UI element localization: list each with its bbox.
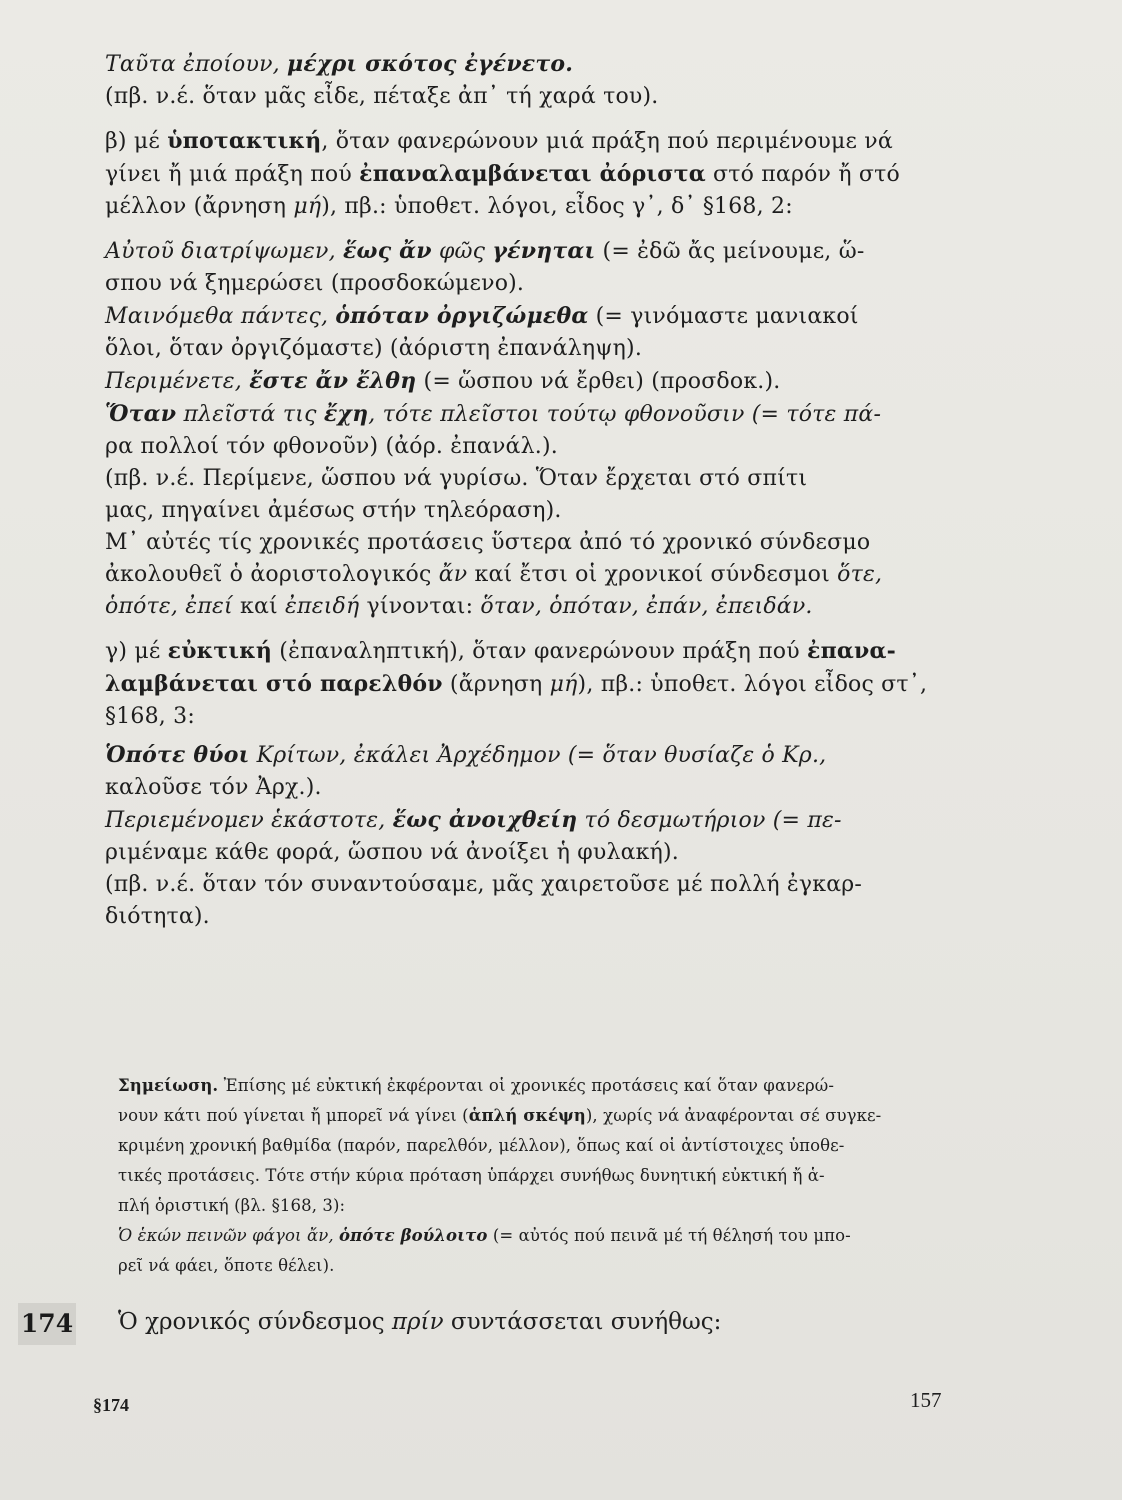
note-line-5: πλή ὁριστική (βλ. §168, 3): (118, 1196, 346, 1215)
rule-line-3: ὁπότε, ἐπεί καί ἐπειδή γίνονται: ὅταν, ὁπόταν, ἐπάν, ἐπειδάν. (105, 594, 813, 619)
note-line-4: τικές προτάσεις. Τότε στήν κύρια πρόταση ὑπάρχει συνήθως δυνητική εὐκτική ἤ ἁ- (118, 1166, 825, 1185)
example-6-line-2: ριμέναμε κάθε φορά, ὥσπου νά ἀνοίξει ἡ φυλακή). (105, 840, 679, 865)
example-4-line-1: Ὅταν πλεῖστά τις ἔχη, τότε πλεῖστοι τούτῳ φθονοῦσιν (= τότε πά- (105, 401, 882, 427)
paragraph-beta-line-2 (105, 158, 955, 191)
comparison-1-line-2: μας, πηγαίνει ἀμέσως στήν τηλεόραση). (105, 498, 562, 523)
comparison-1-line-1: (πβ. ν.έ. Περίμενε, ὥσπου νά γυρίσω. Ὅταν ἔρχεται στό σπίτι (105, 466, 808, 491)
paragraph-gamma-line-2: λαμβάνεται στό παρελθόν (ἄρνηση μή), πβ.: ὑποθετ. λόγοι εἶδος στ᾽, (105, 671, 928, 697)
example-6-line-1: Περιεμένομεν ἑκάστοτε, ἕως ἀνοιχθείη τό δεσμωτήριον (= πε- (105, 807, 842, 833)
paragraph-gamma-line-1: γ) μέ εὐκτική (ἐπαναληπτική), ὅταν φανερώνουν πράξη πού ἐπανα- (105, 638, 896, 664)
note-line-2: νουν κάτι πού γίνεται ἤ μπορεῖ νά γίνει (ἁπλή σκέψη), χωρίς νά ἀναφέρονται σέ συγκε- (118, 1106, 882, 1125)
example-5-line-1: Ὁπότε θύοι Κρίτων, ἐκάλει Ἀρχέδημον (= ὅταν θυσίαζε ὁ Κρ., (105, 742, 827, 768)
example-2-line-1: Μαινόμεθα πάντες, ὁπόταν ὀργιζώμεθα (= γινόμαστε μανιακοί (105, 303, 859, 329)
text-span: β) μέ ὑποτακτική, ὅταν φανερώνουν μιά πράξη πού περιμένουμε νά (105, 128, 893, 154)
section-margin-number: 174 (18, 1303, 76, 1345)
footnote (118, 1071, 953, 1281)
paragraph-beta-line-1 (105, 125, 955, 158)
footer-section-ref: §174 (93, 1395, 129, 1415)
note-line-3: κριμένη χρονική βαθμίδα (παρόν, παρελθόν, μέλλον), ὅπως καί οἱ ἀντίστοιχες ὑποθε- (118, 1136, 845, 1155)
rule-line-2: ἀκολουθεῖ ὁ ἀοριστολογικός ἄν καί ἔτσι οἱ χρονικοί σύνδεσμοι ὅτε, (105, 562, 883, 587)
example-4-line-2: ρα πολλοί τόν φθονοῦν) (ἀόρ. ἐπανάλ.). (105, 434, 558, 459)
term-hypotaktiki: ὑποτακτική (167, 128, 322, 154)
rule-line-1: Μ᾽ αὐτές τίς χρονικές προτάσεις ὕστερα ἀπό τό χρονικό σύνδεσμο (105, 530, 871, 555)
main-text (105, 48, 955, 933)
note-label: Σημείωση. (118, 1076, 219, 1095)
example-1-line-1: Αὐτοῦ διατρίψωμεν, ἕως ἄν φῶς γένηται (= ἐδῶ ἄς μείνουμε, ὥ- (105, 238, 865, 264)
comparison-2-line-2: διότητα). (105, 904, 210, 929)
comparison-2-line-1: (πβ. ν.έ. ὅταν τόν συναντούσαμε, μᾶς χαιρετοῦσε μέ πολλή ἐγκαρ- (105, 872, 863, 897)
emphasis-span: μέχρι σκότος ἐγένετο. (287, 51, 574, 77)
note-line-7: ρεῖ νά φάει, ὅποτε θέλει). (118, 1256, 335, 1275)
note-line-6: Ὁ ἑκών πεινῶν φάγοι ἄν, ὁπότε βούλοιτο (= αὐτός πού πεινᾶ μέ τή θέλησή του μπο- (118, 1226, 851, 1245)
example-2-line-2: ὅλοι, ὅταν ὀργιζόμαστε) (ἀόριστη ἐπανάληψη). (105, 336, 643, 361)
example-3-line: Περιμένετε, ἔστε ἄν ἔλθη (= ὥσπου νά ἔρθει) (προσδοκ.). (105, 368, 781, 394)
text-span: Ταῦτα ἐποίουν, (105, 52, 288, 77)
term-aorista: ἐπαναλαμβάνεται ἀόριστα (359, 161, 706, 187)
page-number: 157 (910, 1388, 942, 1412)
example-line (105, 48, 955, 81)
comparison-line: (πβ. ν.έ. ὅταν μᾶς εἶδε, πέταξε ἀπ᾽ τή χαρά του). (105, 84, 659, 109)
paragraph-beta-line-3: μέλλον (ἄρνηση μή), πβ.: ὑποθετ. λόγοι, εἶδος γ᾽, δ᾽ §168, 2: (105, 194, 793, 219)
example-5-line-2: καλοῦσε τόν Ἀρχ.). (105, 775, 322, 800)
term-euktiki: εὐκτική (167, 638, 273, 664)
section-174-intro: Ὁ χρονικός σύνδεσμος πρίν συντάσσεται συνήθως: (118, 1309, 722, 1335)
example-1-line-2: σπου νά ξημερώσει (προσδοκώμενο). (105, 271, 525, 296)
note-line-1: Σημείωση. Ἐπίσης μέ εὐκτική ἐκφέρονται οἱ χρονικές προτάσεις καί ὅταν φανερώ- (118, 1076, 835, 1095)
paragraph-gamma-line-3: §168, 3: (105, 704, 195, 729)
text-span: γίνει ἤ μιά πράξη πού ἐπαναλαμβάνεται ἀόριστα στό παρόν ἤ στό (105, 161, 900, 187)
